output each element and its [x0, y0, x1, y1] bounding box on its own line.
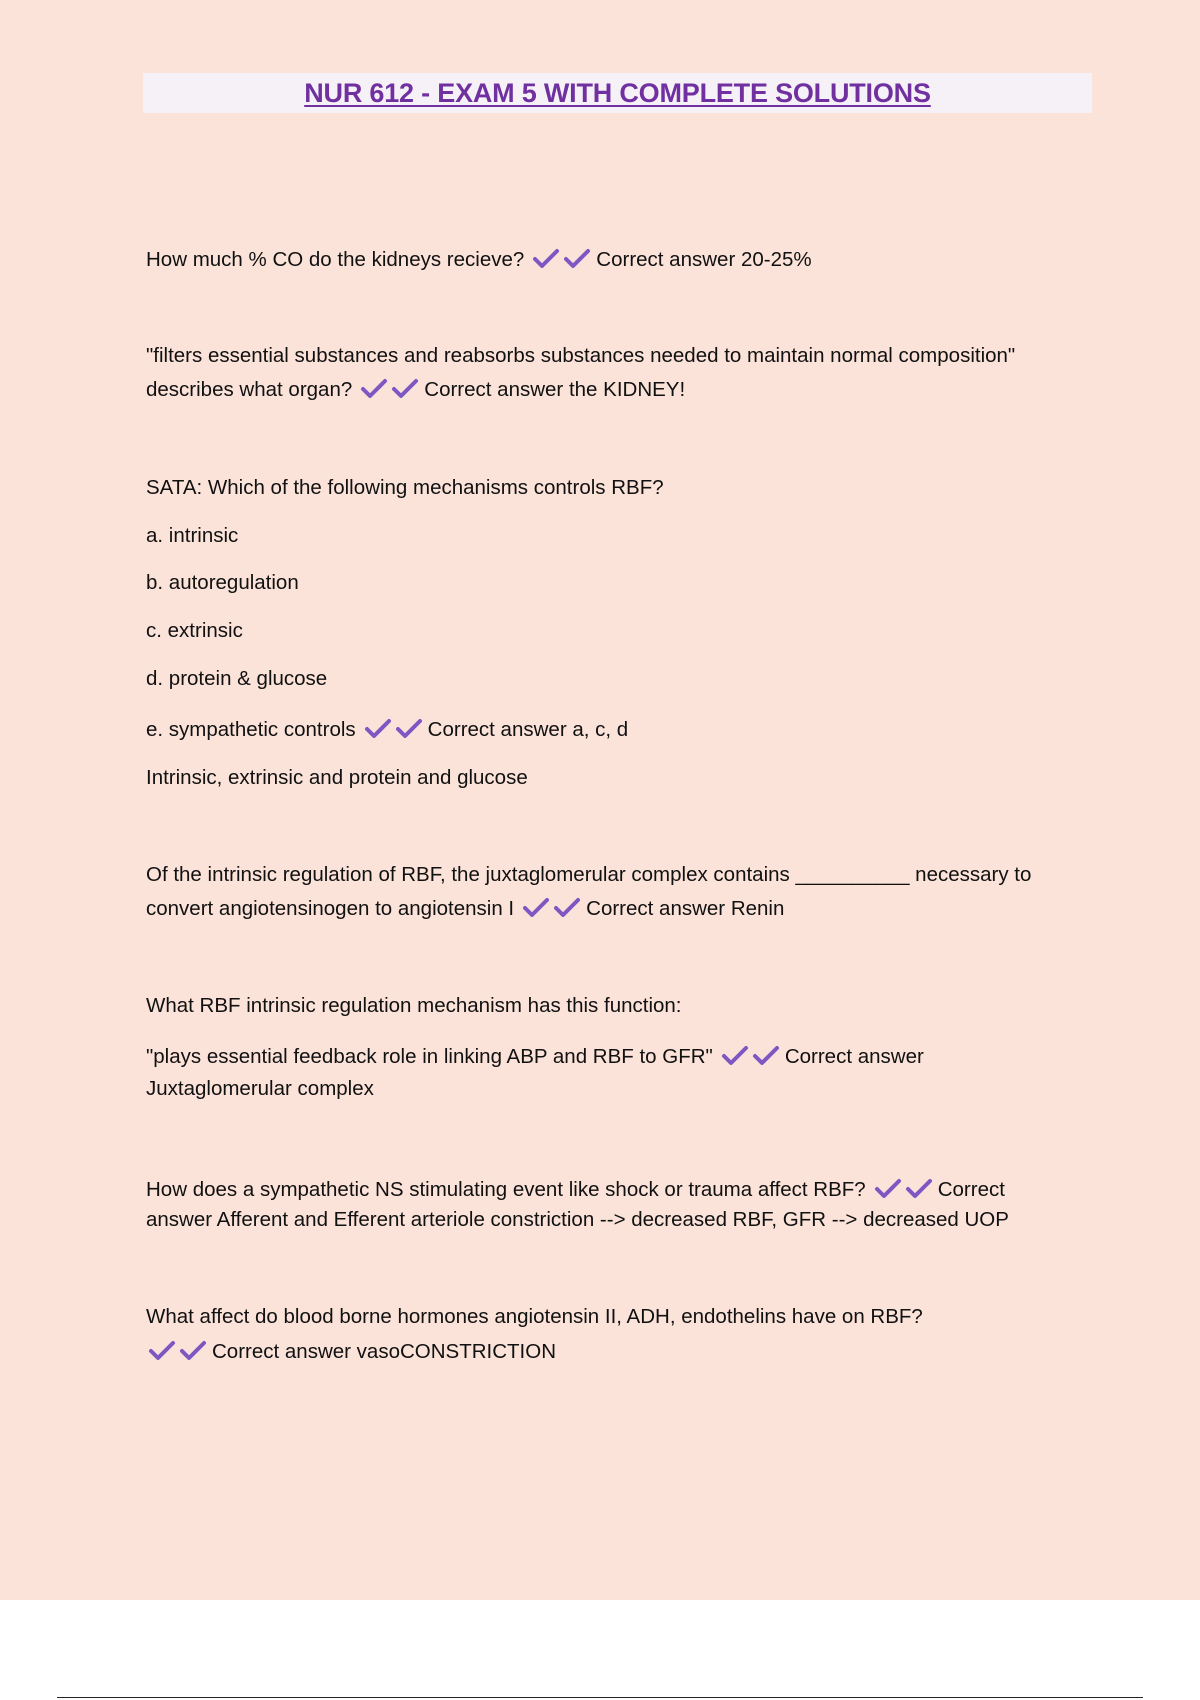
answer-3: Correct answer a, c, d	[427, 718, 629, 741]
option-e-text: e. sympathetic controls	[146, 718, 356, 741]
double-checkmark-icon	[532, 248, 592, 270]
answer-3-explanation: Intrinsic, extrinsic and protein and glucose	[146, 766, 528, 789]
question-6-text: How does a sympathetic NS stimulating event like shock or trauma affect RBF?	[146, 1178, 866, 1201]
option-a: a. intrinsic	[146, 524, 239, 547]
answer-7-line	[146, 1335, 556, 1369]
title-banner	[143, 73, 1092, 113]
footer-divider	[57, 1697, 1143, 1698]
question-5-quote: "plays essential feedback role in linking ABP and RBF to GFR"	[146, 1045, 713, 1068]
answer-6-part-1: Correct	[937, 1178, 1005, 1201]
answer-2: Correct answer the KIDNEY!	[424, 378, 686, 401]
question-2-line-2	[146, 373, 685, 407]
double-checkmark-icon	[522, 897, 582, 919]
double-checkmark-icon	[721, 1045, 781, 1067]
answer-4: Correct answer Renin	[586, 897, 785, 920]
double-checkmark-icon	[360, 378, 420, 400]
answer-5-part-2: Juxtaglomerular complex	[146, 1077, 374, 1100]
answer-6-part-2: answer Afferent and Efferent arteriole constriction --> decreased RBF, GFR --> decreased UOP	[146, 1208, 1009, 1231]
question-6-line-1	[146, 1173, 1005, 1207]
question-2-text: describes what organ?	[146, 378, 353, 401]
question-4-line-1: Of the intrinsic regulation of RBF, the juxtaglomerular complex contains __________ necessary to	[146, 863, 1032, 886]
option-d: d. protein & glucose	[146, 667, 328, 690]
answer-5-part-1: Correct answer	[784, 1045, 924, 1068]
option-c: c. extrinsic	[146, 619, 243, 642]
double-checkmark-icon	[874, 1178, 934, 1200]
question-4-text: convert angiotensinogen to angiotensin I	[146, 897, 515, 920]
question-1-text: How much % CO do the kidneys recieve?	[146, 248, 525, 271]
option-e	[146, 713, 628, 747]
question-2-line-1: "filters essential substances and reabsorbs substances needed to maintain normal composition"	[146, 344, 1016, 367]
double-checkmark-icon	[364, 718, 424, 740]
question-3: SATA: Which of the following mechanisms controls RBF?	[146, 476, 664, 499]
question-5: What RBF intrinsic regulation mechanism has this function:	[146, 994, 682, 1017]
double-checkmark-icon	[148, 1340, 208, 1362]
document-title: NUR 612 - EXAM 5 WITH COMPLETE SOLUTIONS	[304, 77, 931, 108]
answer-1: Correct answer 20-25%	[596, 248, 812, 271]
question-1	[146, 243, 812, 277]
answer-7: Correct answer vasoCONSTRICTION	[212, 1340, 557, 1363]
question-5-quote-line	[146, 1040, 924, 1074]
question-7: What affect do blood borne hormones angiotensin II, ADH, endothelins have on RBF?	[146, 1305, 923, 1328]
question-4-line-2	[146, 892, 784, 926]
option-b: b. autoregulation	[146, 571, 299, 594]
